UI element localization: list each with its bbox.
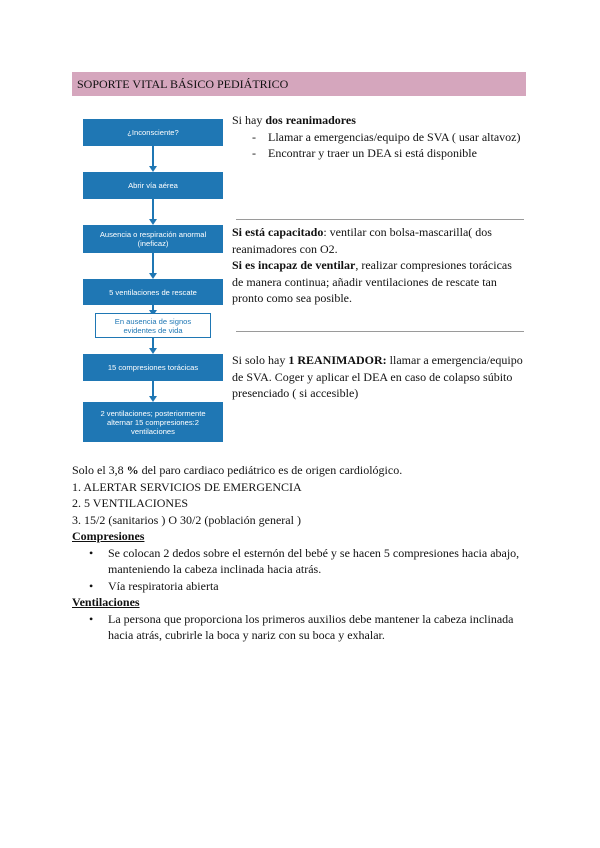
list-item: - Encontrar y traer un DEA si está disponible xyxy=(252,146,477,160)
incapable-paragraph: Si es incapaz de ventilar, realizar compresiones torácicas de manera continua; añadir ventilaciones de rescate tan pronto como sea posible. xyxy=(232,258,512,305)
ventilaciones-list xyxy=(72,611,532,644)
step-2: 2. 5 VENTILACIONES xyxy=(72,496,189,510)
intro-paragraph: Solo el 3,8 % del paro cardiaco pediátrico es de origen cardiológico. xyxy=(72,463,403,477)
flow-box-no-signs-of-life: En ausencia de signos evidentes de vida xyxy=(95,313,211,338)
flowchart xyxy=(83,118,223,444)
step-3: 3. 15/2 (sanitarios ) O 30/2 (población general ) xyxy=(72,512,301,527)
dash-icon: - xyxy=(252,146,256,160)
flow-arrow xyxy=(152,381,154,397)
flow-box-open-airway: Abrir vía aérea xyxy=(83,172,223,199)
list-item: - Llamar a emergencias/equipo de SVA ( usar altavoz) xyxy=(252,129,521,144)
bullet-icon: • xyxy=(89,578,94,593)
list-item: • La persona que proporciona los primeros auxilios debe mantener la cabeza inclinada hacia atrás, cubrirle la boca y nariz con su boca y exhalar. xyxy=(89,611,514,642)
compresiones-heading: Compresiones xyxy=(72,529,145,543)
flow-box-chest-compressions: 15 compresiones torácicas xyxy=(83,354,223,381)
two-rescuers-section xyxy=(232,112,532,162)
compresiones-list xyxy=(72,545,532,595)
flow-box-rescue-breaths: 5 ventilaciones de rescate xyxy=(83,279,223,305)
dash-icon: - xyxy=(252,129,256,144)
step-1: 1. ALERTAR SERVICIOS DE EMERGENCIA xyxy=(72,479,302,494)
flow-box-unconscious: ¿Inconsciente? xyxy=(83,119,223,146)
list-item: • Se colocan 2 dedos sobre el esternón del bebé y se hacen 5 compresiones hacia abajo, manteniendo la cabeza inclinada hacia atrás. xyxy=(89,545,520,576)
ventilation-section xyxy=(232,224,520,307)
flow-arrow xyxy=(152,146,154,167)
one-rescuer-section xyxy=(232,352,528,402)
main-content xyxy=(72,462,532,644)
page-title: SOPORTE VITAL BÁSICO PEDIÁTRICO xyxy=(72,72,526,96)
flow-box-abnormal-breathing: Ausencia o respiración anormal (ineficaz) xyxy=(83,225,223,253)
list-item: • Vía respiratoria abierta xyxy=(89,578,219,593)
bullet-icon: • xyxy=(89,611,94,626)
two-rescuers-list xyxy=(232,129,532,162)
bullet-icon: • xyxy=(89,545,94,560)
one-rescuer-paragraph: Si solo hay 1 REANIMADOR: llamar a emergencia/equipo de SVA. Coger y aplicar el DEA en caso de colapso súbito presenciado ( si accesible) xyxy=(232,353,523,400)
flow-arrow xyxy=(152,305,154,311)
divider xyxy=(236,331,524,332)
flow-arrow xyxy=(152,253,154,274)
flow-arrow xyxy=(152,338,154,349)
capable-paragraph: Si está capacitado: ventilar con bolsa-mascarilla( dos reanimadores con O2. xyxy=(232,225,492,256)
divider xyxy=(236,219,524,220)
flow-box-alternate: 2 ventilaciones; posteriormente alternar 15 compresiones:2 ventilaciones xyxy=(83,402,223,442)
two-rescuers-line: Si hay dos reanimadores xyxy=(232,113,356,127)
flow-arrow xyxy=(152,199,154,220)
ventilaciones-heading: Ventilaciones xyxy=(72,595,140,609)
